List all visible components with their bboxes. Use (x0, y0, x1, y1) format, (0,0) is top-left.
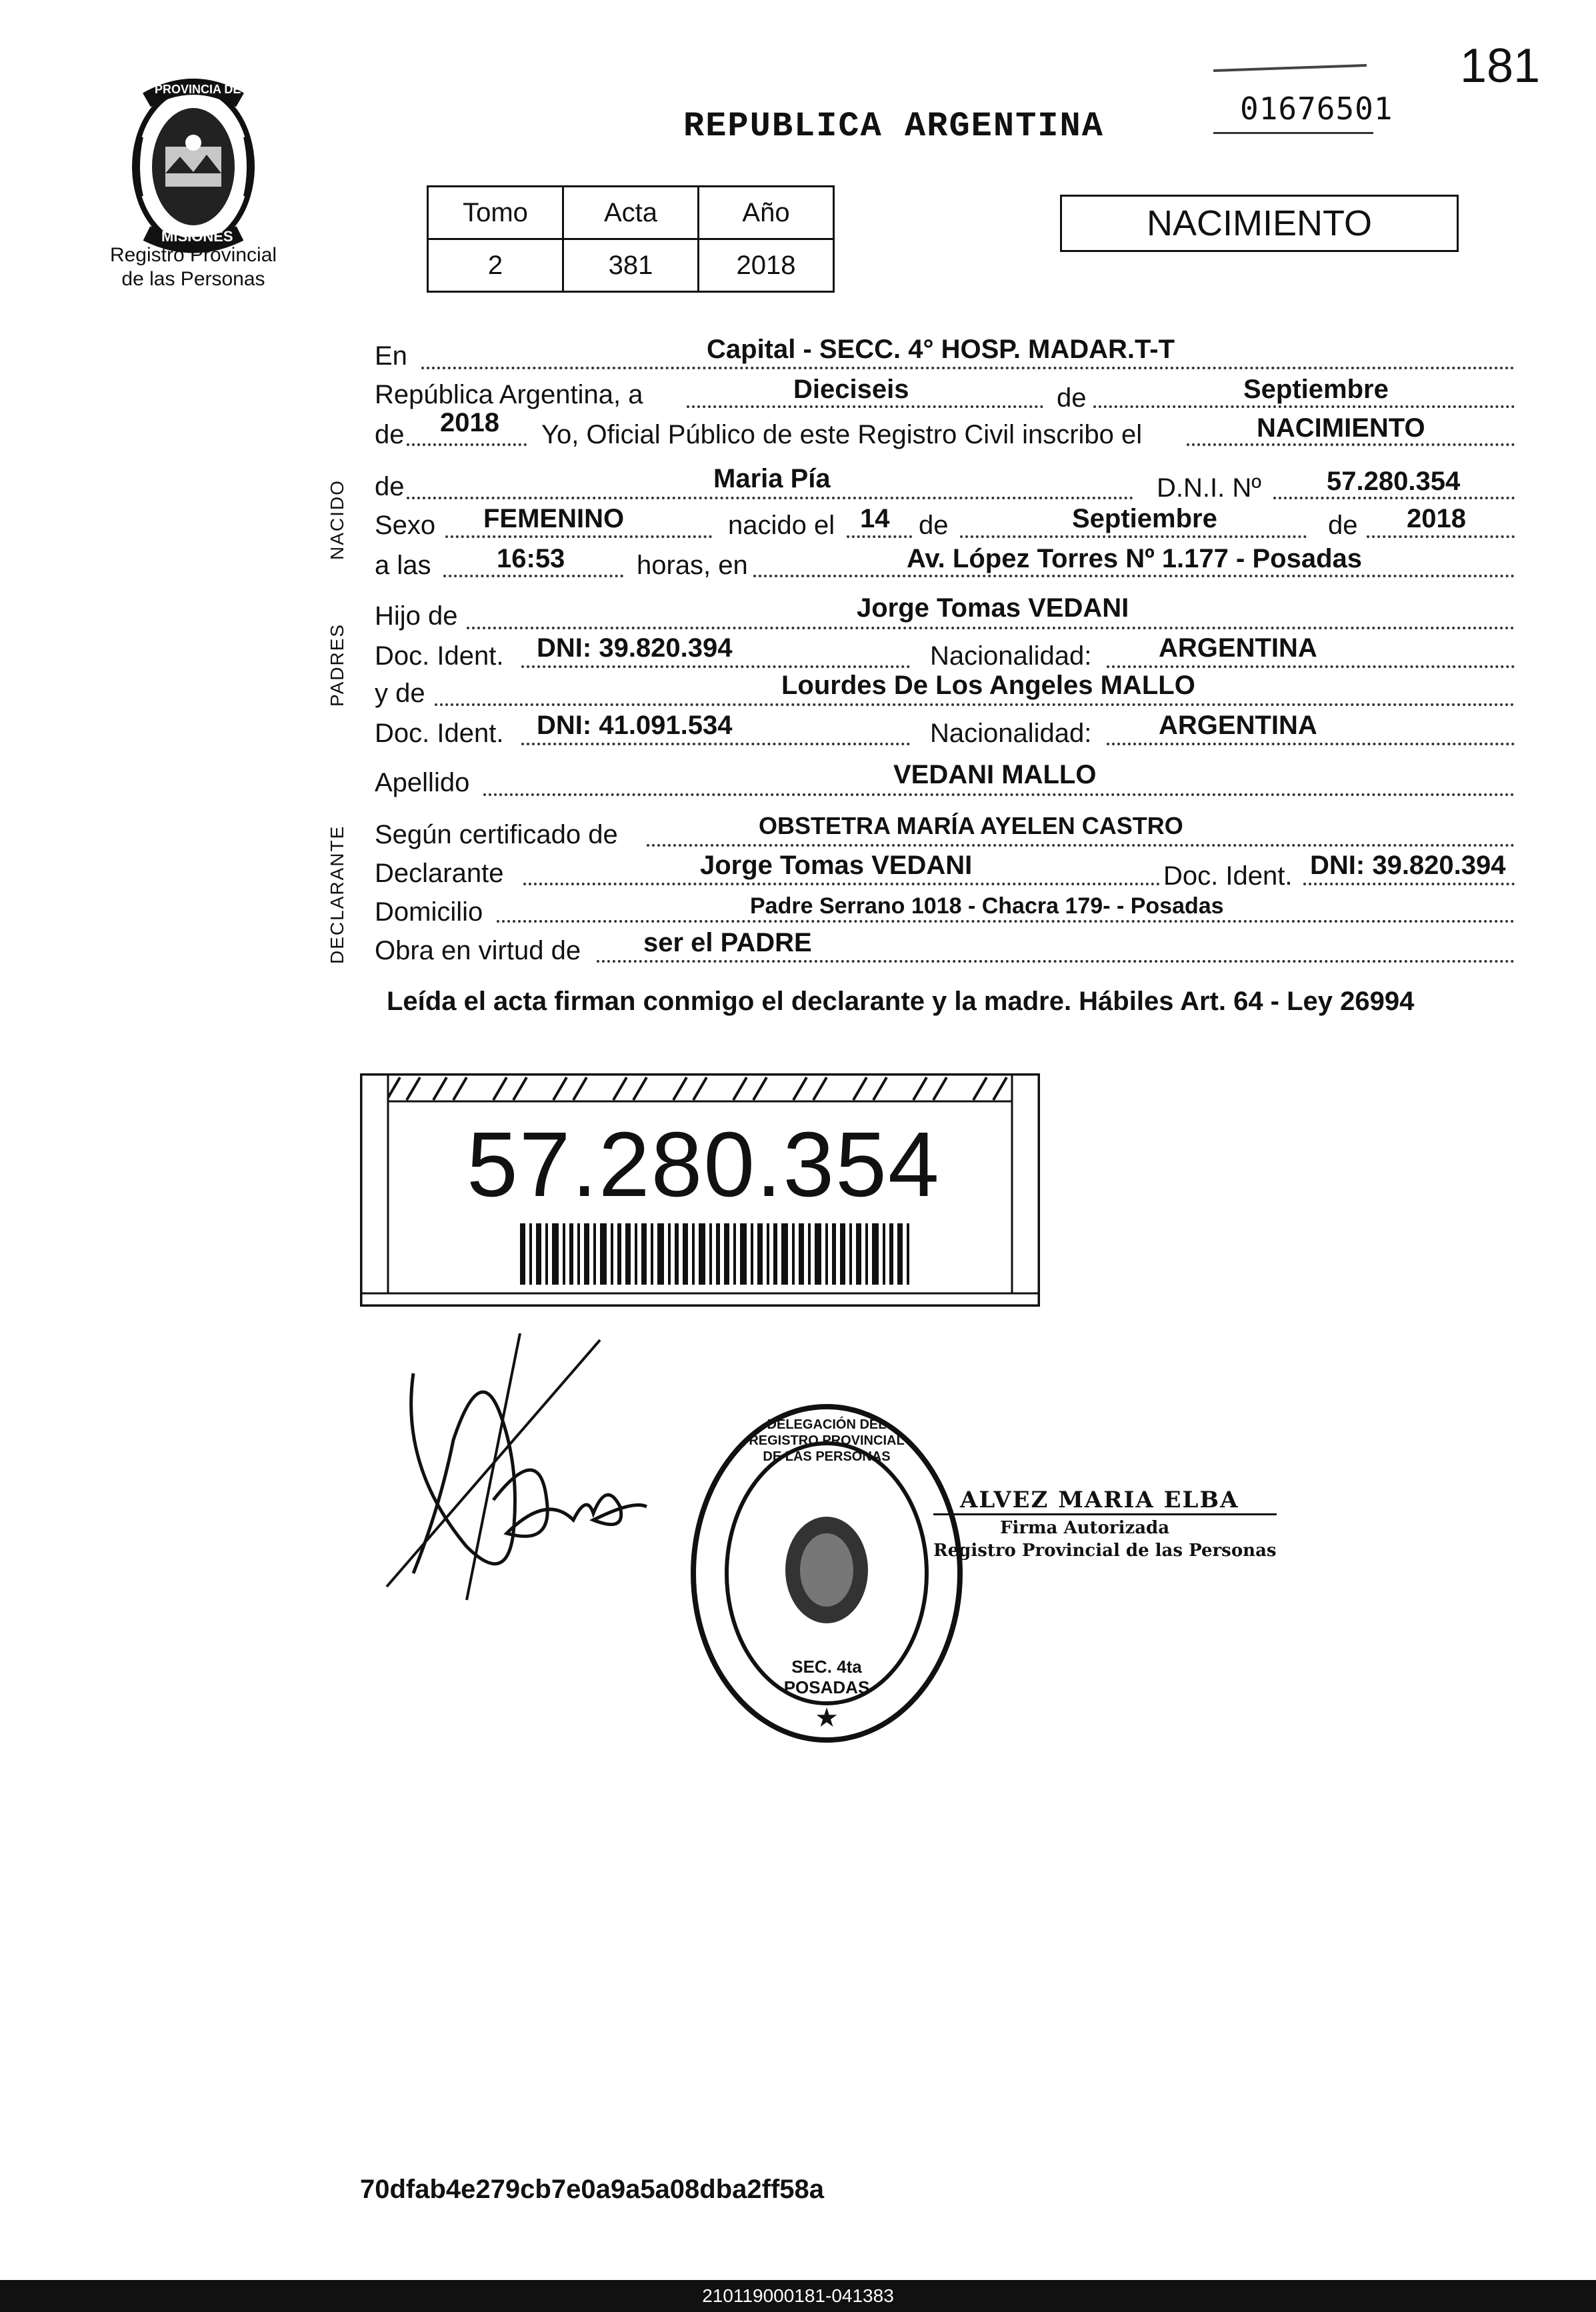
label-de-1: de (1057, 383, 1087, 413)
label-horas-en: horas, en (637, 551, 748, 580)
label-sexo: Sexo (375, 511, 436, 540)
value-apellido: VEDANI MALLO (893, 760, 1097, 789)
label-de-nombre: de (375, 472, 405, 501)
document-hash: 70dfab4e279cb7e0a9a5a08dba2ff58a (360, 2175, 825, 2204)
value-acta: 381 (563, 239, 699, 292)
label-dni: D.N.I. Nº (1157, 473, 1261, 503)
value-tipo: NACIMIENTO (1257, 413, 1425, 443)
value-padre-nac: ARGENTINA (1159, 633, 1317, 663)
value-obra: ser el PADRE (643, 928, 812, 957)
value-madre-nac: ARGENTINA (1159, 711, 1317, 740)
stamp-inner-text: SEC. 4ta POSADAS (783, 1657, 870, 1697)
value-nombre: Maria Pía (713, 464, 831, 493)
value-domicilio: Padre Serrano 1018 - Chacra 179- - Posadas (750, 893, 1224, 919)
svg-text:★: ★ (815, 1703, 839, 1733)
label-nac-madre: Nacionalidad: (930, 719, 1092, 748)
label-doc-padre: Doc. Ident. (375, 641, 504, 671)
label-apellido: Apellido (375, 768, 470, 797)
value-anio-nac: 2018 (1407, 504, 1466, 533)
document-type-box: NACIMIENTO (1060, 195, 1459, 252)
stamp-ring-text: DELEGACIÓN DEL REGISTRO PROVINCIAL DE LAS PERSONAS (749, 1417, 905, 1464)
value-hora: 16:53 (497, 544, 565, 573)
value-madre: Lourdes De Los Angeles MALLO (781, 671, 1195, 700)
label-republica: República Argentina, a (375, 380, 643, 409)
handwritten-signature (373, 1333, 653, 1613)
label-nac-padre: Nacionalidad: (930, 641, 1092, 671)
value-lugar-nac: Av. López Torres Nº 1.177 - Posadas (907, 544, 1362, 573)
label-declarante: Declarante (375, 859, 504, 888)
value-mes: Septiembre (1243, 375, 1389, 404)
label-y-de: y de (375, 679, 425, 708)
value-dia-nac: 14 (860, 504, 890, 533)
value-dni: 57.280.354 (1327, 467, 1461, 496)
label-de-2: de (375, 420, 405, 449)
value-anio: 2018 (699, 239, 834, 292)
label-de-4: de (1328, 511, 1358, 540)
label-obra: Obra en virtud de (375, 936, 581, 965)
value-padre-dni: DNI: 39.820.394 (537, 633, 733, 663)
serial-stamp (1200, 52, 1393, 139)
official-stamp (680, 1387, 973, 1760)
label-segun: Según certificado de (375, 820, 618, 849)
label-doc-madre: Doc. Ident. (375, 719, 504, 748)
province-emblem (113, 73, 273, 253)
dni-sticker-number: 57.280.354 (467, 1113, 941, 1216)
value-lugar: Capital - SECC. 4° HOSP. MADAR.T-T (707, 335, 1175, 364)
header-tomo: Tomo (428, 187, 563, 239)
value-sexo: FEMENINO (483, 504, 625, 533)
label-doc-declarante: Doc. Ident. (1163, 861, 1293, 891)
emblem-text-top: PROVINCIA DE (155, 83, 241, 96)
header-anio: Año (699, 187, 834, 239)
signer-block (933, 1487, 1277, 1561)
signer-office: Registro Provincial de las Personas (933, 1541, 1277, 1561)
page-number: 181 (1460, 39, 1541, 93)
signature-icon (373, 1333, 653, 1613)
section-nacido: NACIDO (327, 479, 347, 560)
serial-number: 01676501 (1240, 91, 1393, 127)
label-yo: Yo, Oficial Público de este Registro Civil inscribo el (541, 420, 1143, 449)
label-en: En (375, 341, 407, 371)
value-tomo: 2 (428, 239, 563, 292)
header-acta: Acta (563, 187, 699, 239)
logo-caption: Registro Provincial de las Personas (109, 244, 277, 290)
coat-of-arms-icon (113, 73, 273, 253)
value-declarante: Jorge Tomas VEDANI (700, 851, 973, 880)
emblem-text-bottom: MISIONES (161, 228, 233, 245)
label-nacido-el: nacido el (728, 511, 835, 540)
value-madre-dni: DNI: 41.091.534 (537, 711, 733, 740)
label-de-3: de (919, 511, 949, 540)
value-anio: 2018 (440, 408, 499, 437)
value-mes-nac: Septiembre (1072, 504, 1217, 533)
closing-statement: Leída el acta firman conmigo el declarante y la madre. Hábiles Art. 64 - Ley 26994 (387, 987, 1415, 1016)
footer-code: 210119000181-041383 (0, 2280, 1596, 2312)
section-padres: PADRES (327, 623, 347, 707)
signer-name: ALVEZ MARIA ELBA (933, 1487, 1277, 1515)
label-domicilio: Domicilio (375, 897, 483, 927)
document-title: REPUBLICA ARGENTINA (683, 107, 1104, 146)
value-certificado: OBSTETRA MARÍA AYELEN CASTRO (759, 812, 1183, 839)
value-padre: Jorge Tomas VEDANI (857, 593, 1129, 623)
signer-role: Firma Autorizada (1000, 1518, 1170, 1538)
value-dia: Dieciseis (793, 375, 909, 404)
value-declarante-dni: DNI: 39.820.394 (1310, 851, 1506, 880)
label-hijo-de: Hijo de (375, 601, 458, 631)
label-a-las: a las (375, 551, 431, 580)
section-declarante: DECLARANTE (327, 825, 347, 964)
tomo-acta-table (427, 185, 835, 293)
